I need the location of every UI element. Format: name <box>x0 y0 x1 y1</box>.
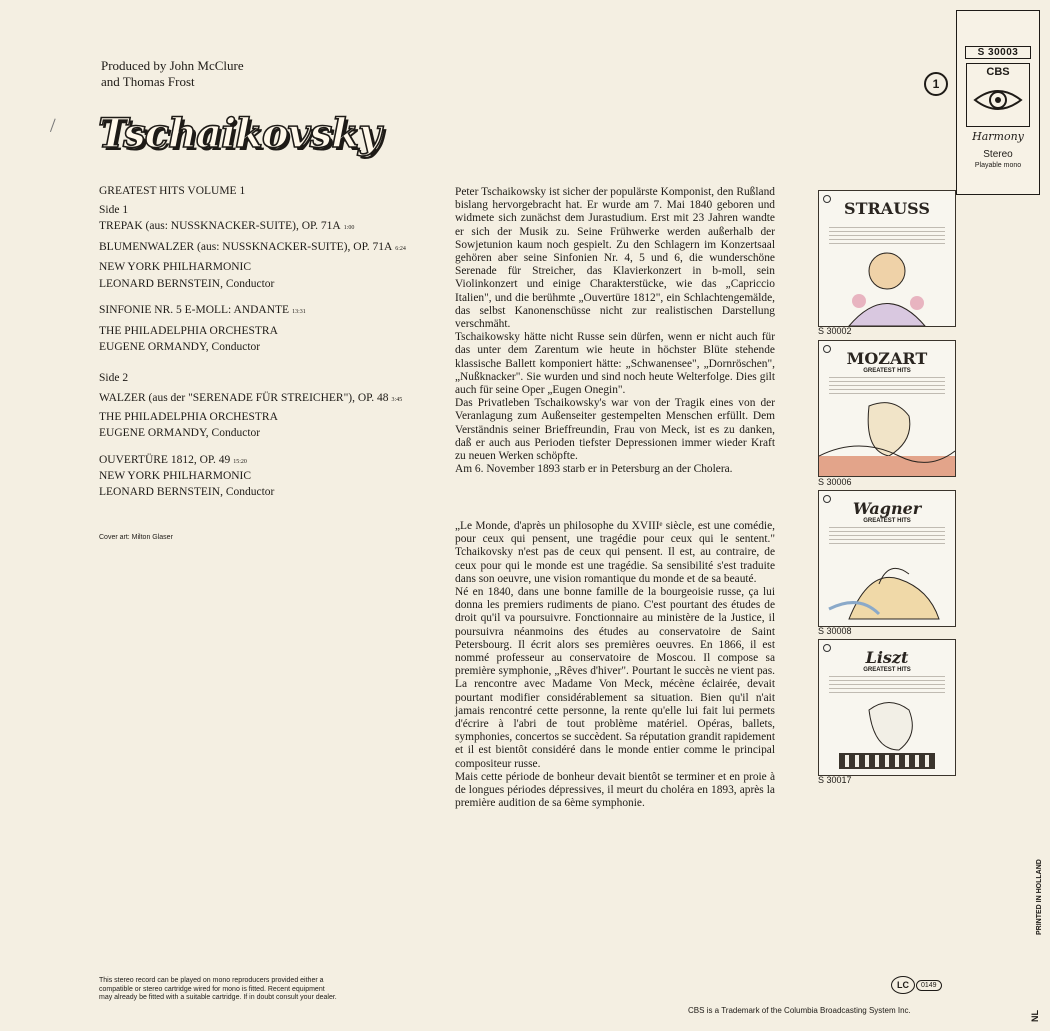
liner-paragraph: Tschaikowsky hätte nicht Russe sein dürfen, wenn er nicht auch für das unter dem Zarentum wie heute in höchster Blüte stehende klassische Ballett komponiert hätte: „Schwanensee", „Dornröschen", „Nußknacker". Sie wurden und sind noch heute Welterfolge. Dies gilt auch für seine Oper „Eugen Onegin". <box>455 331 775 397</box>
label-brand: CBS <box>986 66 1010 78</box>
track-performer: EUGENE ORMANDY, Conductor <box>99 427 261 439</box>
side-1-label: Side 1 <box>99 203 129 216</box>
thumbnail-catalog: S 30008 <box>818 626 852 636</box>
album-thumbnail <box>818 190 956 327</box>
trademark-notice: CBS is a Trademark of the Columbia Broadcasting System Inc. <box>688 1006 911 1015</box>
track-title: OUVERTÜRE 1812, OP. 49 15:20 <box>99 453 247 466</box>
stereo-label: Stereo <box>983 149 1013 160</box>
illustration-icon <box>819 241 955 326</box>
album-thumbnail <box>818 639 956 776</box>
pen-mark <box>50 119 65 136</box>
track-performer: THE PHILADELPHIA ORCHESTRA <box>99 410 278 423</box>
thumbnail-subtitle: GREATEST HITS <box>863 368 911 374</box>
track-duration: 3:45 <box>391 397 403 403</box>
liner-paragraph: Peter Tschaikowsky ist sicher der populärste Komponist, den Rußland bislang hervorgebracht hat. Er wurde am 7. Mai 1840 geboren und widmete sich zunächst dem Jurastudium. Erst mit 23 Jahren wandte er sich der Musik zu. Seine Frühwerke werden außerhalb der Sowjetunion kaum noch gespielt. Zu den Schlagern im Konzertsaal gehören aber seine Sinfonien Nr. 4, 5 und 6, die wunderschöne Serenade für Streicher, das Klavierkonzert in b-moll, sein Violinkonzert und einige Charakterstücke, wie das „Capriccio Italien", und die berühmte „Ouvertüre 1812", ein Schlachtengemälde, das selbst Kanonenschüsse nicht zur realistischen Darstellung verschmäht. <box>455 186 775 331</box>
lc-mark: LC <box>891 976 915 994</box>
track-title: TREPAK (aus: NUSSKNACKER-SUITE), OP. 71A 1:00 <box>99 220 355 232</box>
thumbnail-title: STRAUSS <box>844 199 930 218</box>
side-2-label: Side 2 <box>99 371 129 384</box>
liner-paragraph: Né en 1840, dans une bonne famille de la bourgeoisie russe, ça lui donna les premiers rudiments de piano. C'est pourtant des études de droit qu'il va poursuivre. Fonctionnaire au ministère de la Justice, il poursuivra néanmoins des études au conservatoire de Saint Petersbourg. Il écrit alors ses premières oeuvres. En 1866, il est nommé professeur au conservatoire de Moscou. Il compose sa première symphonie, „Rêves d'hiver". Pourtant le succès ne vient pas. La rencontre avec Madame Von Meck, mécène éclairée, devait pourtant modifier considérablement sa situation. Bien qu'il n'ait jamais rencontré cette personne, la rente qu'elle lui fait lui permets d'écrire à l'abri de tout problème matériel. Opéras, ballets, symphonies, concertos se succèdent. Sa réputation grandit rapidement et il est bientôt considéré dans le monde entier comme le principal compositeur russe. <box>455 586 775 770</box>
thumbnail-fine-print <box>829 377 945 397</box>
thumbnail-fine-print <box>829 527 945 547</box>
catalog-number: S 30003 <box>965 46 1031 59</box>
thumbnail-catalog: S 30006 <box>818 477 852 487</box>
track-performer: NEW YORK PHILHARMONIC <box>99 470 252 482</box>
producer-line-2: and Thomas Frost <box>101 74 195 89</box>
thumbnail-subtitle: GREATEST HITS <box>863 667 911 673</box>
playable-mono-label: Playable mono <box>974 162 1022 169</box>
track-title: WALZER (aus der "SERENADE FÜR STREICHER"), OP. 48 3:45 <box>99 392 403 404</box>
album-thumbnail <box>818 490 956 627</box>
liner-paragraph: Am 6. November 1893 starb er in Petersburg an der Cholera. <box>455 463 733 476</box>
german-liner-notes <box>455 186 775 476</box>
illustration-icon <box>819 695 955 775</box>
track-performer: NEW YORK PHILHARMONIC <box>99 261 252 273</box>
label-code: 0149 <box>916 980 942 991</box>
track-list <box>99 184 449 499</box>
album-heading: GREATEST HITS VOLUME 1 <box>99 185 246 197</box>
track-performer: EUGENE ORMANDY, Conductor <box>99 341 261 353</box>
mono-playback-note: This stereo record can be played on mono reproducers provided either a compatible or stereo cartridge wired for mono is fitted. Recent equipment may already be fitted with a suitable cartridge. If in doubt consult your dealer. <box>99 977 337 1001</box>
side-number-circle: 1 <box>924 72 948 96</box>
producer-line-1: Produced by John McClure <box>101 58 244 73</box>
liner-paragraph: Mais cette période de bonheur devait bientôt se terminer et en proie à de longues périodes dépressives, il meurt du choléra en 1893, après la première audition de sa 6ème symphonie. <box>455 770 775 810</box>
label-code-badge <box>891 976 942 994</box>
cbs-eye-logo <box>966 63 1030 127</box>
thumbnail-catalog: S 30002 <box>818 326 852 336</box>
french-liner-notes <box>455 520 775 810</box>
country-code: NL <box>1030 1010 1040 1022</box>
illustration-icon <box>819 549 955 626</box>
track-performer: LEONARD BERNSTEIN, Conductor <box>99 277 275 290</box>
thumbnail-title: Liszt <box>865 648 909 667</box>
album-thumbnail <box>818 340 956 477</box>
printed-in-notice: PRINTED IN HOLLAND <box>1036 859 1043 935</box>
thumbnail-title: MOZART <box>846 349 928 368</box>
liner-paragraph: Das Privatleben Tschaikowsky's war von der Tragik eines von der Veranlagung zum Außenseiter gestempelten Menschen erfüllt. Dem Verständnis seiner Brieffreundin, Frau von Meck, ist es zu danken, daß er auch aus Perioden tiefster Depressionen immer wieder Kraft zu neuen Werken schöpfte. <box>455 397 775 463</box>
illustration-icon <box>819 396 955 476</box>
track-performer: LEONARD BERNSTEIN, Conductor <box>99 485 275 498</box>
track-duration: 13:31 <box>292 309 306 315</box>
composer-logo: Tschaikovsky <box>98 110 381 157</box>
liner-paragraph: „Le Monde, d'après un philosophe du XVIIIᵉ siècle, est une comédie, pour ceux qui pensent, une tragédie pour ceux qui le sentent." Tchaikovsky n'est pas de ceux qui pensent. Il est, au contraire, de ceux pour qui le monde est une tragédie. Sa sensibilité s'est traduite dans son oeuvre, une vision romantique du monde et de sa beauté. <box>455 520 775 585</box>
track-duration: 1:00 <box>343 225 355 231</box>
thumbnail-subtitle: GREATEST HITS <box>863 518 911 524</box>
track-duration: 6:24 <box>395 245 406 252</box>
track-duration: 15:20 <box>233 458 247 465</box>
thumbnail-fine-print <box>829 676 945 696</box>
cover-art-credit: Cover art: Milton Glaser <box>99 534 173 541</box>
catalog-box <box>956 10 1040 195</box>
thumbnail-title: Wagner <box>852 499 922 518</box>
label-series: Harmony <box>972 130 1024 143</box>
track-title: SINFONIE NR. 5 E-MOLL: ANDANTE 13:31 <box>99 304 306 316</box>
track-performer: THE PHILADELPHIA ORCHESTRA <box>99 324 278 337</box>
producer-credit <box>101 58 321 90</box>
track-title: BLUMENWALZER (aus: NUSSKNACKER-SUITE), OP. 71A 6:24 <box>99 240 406 253</box>
thumbnail-catalog: S 30017 <box>818 775 852 785</box>
